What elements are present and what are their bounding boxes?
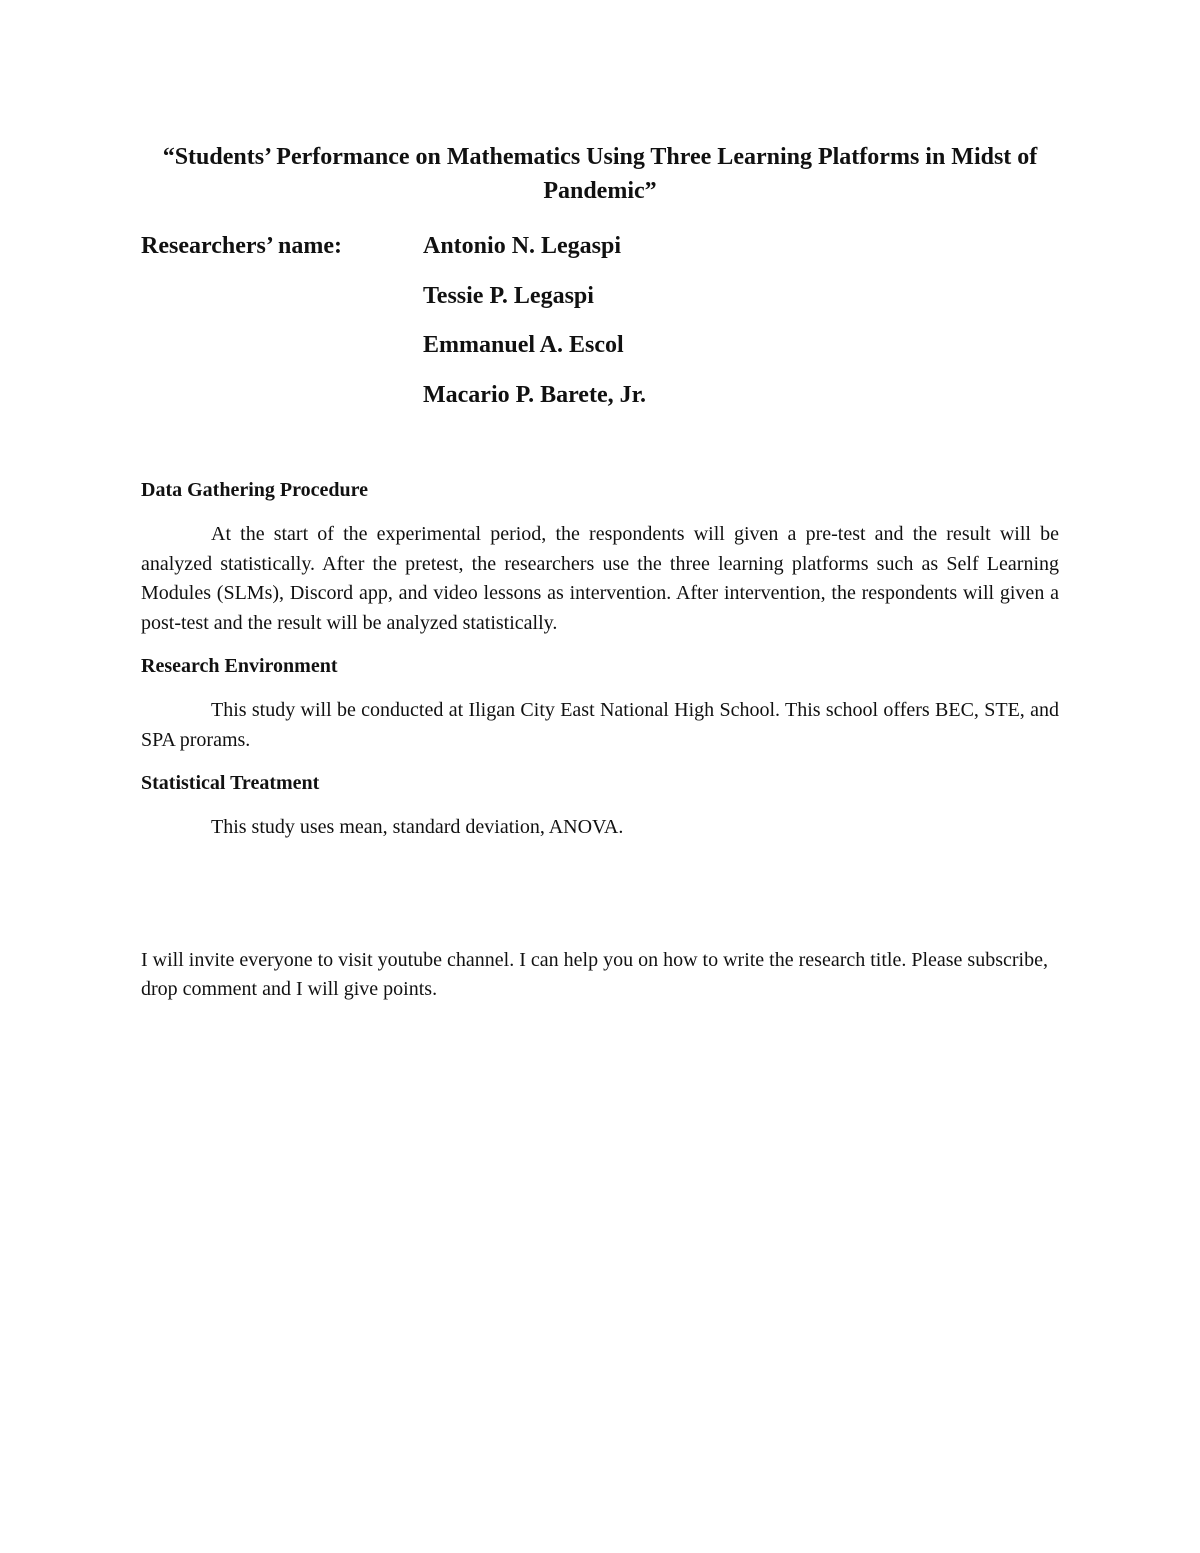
document-title: “Students’ Performance on Mathematics Using Three Learning Platforms in Midst of Pandemic” bbox=[162, 144, 1038, 204]
closing-note: I will invite everyone to visit youtube channel. I can help you on how to write the research title. Please subscribe, drop comment and I will give points. bbox=[141, 948, 1048, 1000]
section-body-data-gathering: At the start of the experimental period, the respondents will given a pre-test and the result will be analyzed statistically. After the pretest, the researchers use the three learning platforms such as Self Learning Modules (SLMs), Discord app, and video lessons as intervention. After intervention, the respondents will given a post-test and the result will be analyzed statistically. bbox=[141, 523, 1059, 634]
researchers-label: Researchers’ name: bbox=[141, 233, 343, 259]
document-page bbox=[141, 140, 1059, 1005]
section-body-research-environment: This study will be conducted at Iligan City East National High School. This school offers BEC, STE, and SPA prorams. bbox=[141, 699, 1059, 751]
researcher-name: Antonio N. Legaspi bbox=[423, 233, 622, 259]
section-body-statistical-treatment: This study uses mean, standard deviation, ANOVA. bbox=[211, 816, 624, 838]
researcher-name: Macario P. Barete, Jr. bbox=[423, 381, 647, 408]
section-heading-statistical-treatment: Statistical Treatment bbox=[141, 772, 320, 794]
researchers-block bbox=[141, 230, 1059, 410]
section-heading-research-environment: Research Environment bbox=[141, 655, 338, 677]
researcher-name: Emmanuel A. Escol bbox=[423, 332, 624, 358]
researcher-name: Tessie P. Legaspi bbox=[423, 282, 594, 309]
section-heading-data-gathering: Data Gathering Procedure bbox=[141, 479, 369, 501]
researcher-list bbox=[423, 230, 646, 428]
